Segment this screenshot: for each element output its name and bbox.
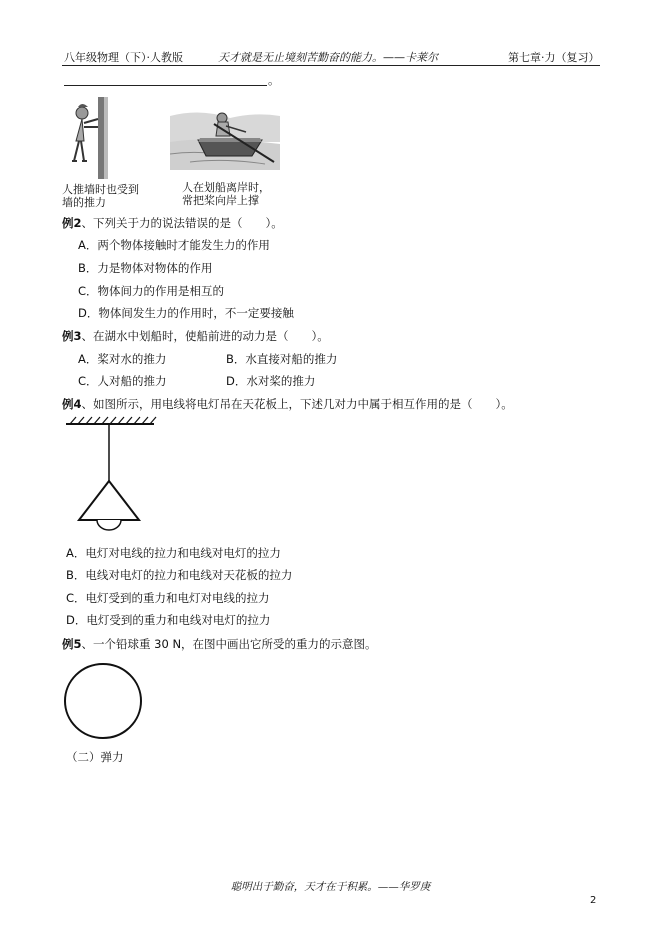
question-4-text: 、如图所示，用电线将电灯吊在天花板上，下述几对力中属于相互作用的是（ ）。: [81, 397, 513, 411]
ceiling-hatch: [70, 417, 156, 424]
question-3-text: 、在湖水中划船时，使船前进的动力是（ ）。: [81, 329, 329, 343]
question-2-label: 例2: [62, 216, 82, 230]
question-5-label: 例5: [62, 637, 82, 651]
header-right: 第七章·力（复习）: [508, 51, 600, 64]
page-number: 2: [590, 895, 597, 906]
question-5-text: 、一个铅球重 30 N，在图中画出它所受的重力的示意图。: [81, 637, 377, 651]
question-4-option-d: D．电灯受到的重力和电线对电灯的拉力: [66, 613, 271, 627]
question-4-label: 例4: [62, 397, 82, 411]
section-heading-elastic-force: （二）弹力: [66, 750, 124, 764]
blank-end-punct: 。: [268, 73, 280, 87]
question-2-option-b: B．力是物体对物体的作用: [78, 261, 213, 275]
question-3-option-b: B．水直接对船的推力: [226, 352, 338, 366]
figure-right-caption-2: 常把桨向岸上撑: [182, 194, 259, 207]
figure-right-caption-1: 人在划船离岸时，: [182, 181, 270, 194]
header-left: 八年级物理（下）·人教版: [64, 51, 183, 64]
lamp-bulb: [97, 520, 121, 530]
wall: [98, 97, 104, 179]
question-4-option-b: B．电线对电灯的拉力和电线对天花板的拉力: [66, 568, 293, 582]
hanging-lamp-diagram: [62, 414, 162, 538]
question-4-option-a: A．电灯对电线的拉力和电线对电灯的拉力: [66, 546, 281, 560]
question-2-option-c: C．物体间力的作用是相互的: [78, 284, 225, 298]
question-3-stem: [62, 329, 329, 343]
question-4-option-c: C．电灯受到的重力和电灯对电线的拉力: [66, 591, 270, 605]
question-2-stem: [62, 216, 283, 230]
question-3-option-c: C．人对船的推力: [78, 374, 167, 388]
question-3-label: 例3: [62, 329, 82, 343]
header-rule: [62, 65, 600, 66]
question-5-stem: [62, 637, 377, 651]
question-4-stem: [62, 397, 513, 411]
question-2-text: 、下列关于力的说法错误的是（ ）。: [81, 216, 283, 230]
question-2-option-a: A．两个物体接触时才能发生力的作用: [78, 238, 270, 252]
header-center: 天才就是无止境刻苦勤奋的能力。——卡莱尔: [218, 51, 438, 64]
question-2-option-d: D．物体间发生力的作用时，不一定要接触: [78, 306, 294, 320]
person-pushing-wall-figure: [62, 95, 132, 183]
question-3-option-d: D．水对桨的推力: [226, 374, 316, 388]
answer-blank-line: [64, 85, 267, 86]
lead-ball-circle: [62, 661, 146, 741]
lamp-shade: [79, 481, 139, 520]
footer-quote: 聪明出于勤奋，天才在于积累。——华罗庚: [230, 881, 431, 893]
question-3-option-a: A．桨对水的推力: [78, 352, 167, 366]
figure-left-caption-2: 墙的推力: [62, 196, 106, 209]
person-rowing-boat-figure: [170, 102, 280, 170]
figure-left-caption-1: 人推墙时也受到: [62, 183, 139, 196]
